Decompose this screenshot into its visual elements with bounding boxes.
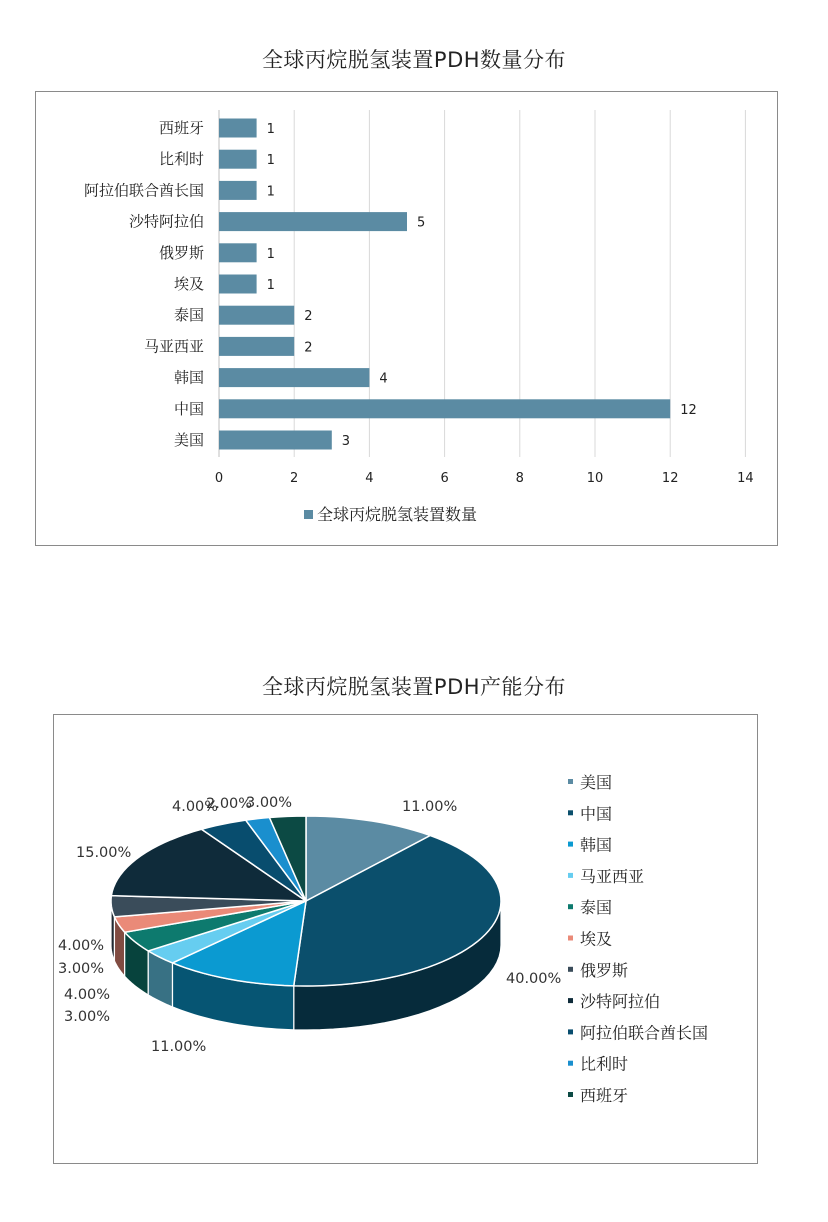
- legend-swatch: [568, 779, 573, 784]
- pie-value-label: 3.00%: [64, 1009, 111, 1025]
- legend-label: 俄罗斯: [580, 960, 629, 980]
- data-label: 1: [266, 122, 275, 137]
- bar: [219, 306, 294, 325]
- pie-value-label: 2.00%: [206, 796, 253, 812]
- pie-chart-frame: [53, 714, 758, 1164]
- legend-label: 沙特阿拉伯: [580, 992, 661, 1012]
- pie-chart-title: 全球丙烷脱氢装置PDH产能分布: [261, 675, 567, 699]
- data-label: 1: [266, 184, 275, 200]
- category-label: 泰国: [173, 306, 204, 325]
- x-tick-label: 12: [661, 471, 679, 486]
- x-tick-label: 4: [365, 471, 374, 486]
- legend-label: 埃及: [580, 929, 613, 949]
- data-label: 12: [680, 402, 697, 418]
- x-tick-label: 6: [440, 471, 449, 486]
- legend-swatch: [568, 936, 573, 941]
- bar: [219, 399, 670, 418]
- bar: [219, 431, 332, 450]
- bar: [219, 337, 294, 356]
- data-label: 1: [266, 153, 275, 169]
- x-tick-label: 2: [290, 471, 299, 486]
- legend-swatch: [568, 904, 573, 909]
- pie-legend: [568, 773, 708, 1105]
- legend-swatch: [568, 1029, 573, 1034]
- legend-label: 马亚西亚: [580, 866, 645, 886]
- bar: [219, 368, 369, 387]
- bar: [219, 275, 257, 294]
- category-label: 沙特阿拉伯: [128, 212, 204, 231]
- bar: [219, 243, 257, 262]
- legend-label: 韩国: [580, 835, 613, 855]
- legend-label: 美国: [580, 773, 613, 792]
- category-label: 比利时: [158, 150, 204, 169]
- pie-chart: [54, 715, 757, 1163]
- legend-swatch: [568, 842, 573, 847]
- category-label: 中国: [173, 399, 204, 418]
- data-label: 1: [266, 278, 275, 293]
- x-tick-label: 8: [515, 471, 524, 486]
- pie-value-label: 11.00%: [151, 1039, 207, 1055]
- legend-label: 阿拉伯联合酋长国: [580, 1023, 709, 1043]
- data-label: 4: [379, 371, 388, 387]
- category-label: 马亚西亚: [143, 337, 204, 356]
- pie-value-label: 3.00%: [246, 795, 293, 811]
- pie-value-label: 4.00%: [172, 799, 219, 815]
- bar-chart-title: 全球丙烷脱氢装置PDH数量分布: [261, 48, 567, 72]
- legend-swatch: [568, 1061, 573, 1066]
- bar: [219, 119, 257, 138]
- pie-value-label: 11.00%: [402, 799, 458, 815]
- legend-label: 泰国: [580, 898, 613, 918]
- category-label: 韩国: [173, 368, 204, 387]
- legend-label: 西班牙: [580, 1086, 629, 1105]
- x-tick-label: 0: [214, 471, 224, 486]
- bar: [219, 150, 257, 169]
- pie-value-label: 4.00%: [58, 938, 105, 954]
- legend-label: 全球丙烷脱氢装置数量: [317, 505, 478, 524]
- legend-swatch: [568, 967, 573, 972]
- category-label: 埃及: [173, 275, 204, 293]
- bar: [219, 212, 407, 231]
- data-label: 2: [304, 309, 313, 325]
- bar: [219, 181, 257, 200]
- data-label: 2: [304, 340, 313, 356]
- category-label: 阿拉伯联合酋长国: [83, 181, 204, 200]
- category-label: 美国: [173, 431, 204, 449]
- bar-chart-frame: [35, 91, 778, 546]
- legend-swatch: [568, 810, 573, 815]
- category-label: 俄罗斯: [158, 243, 204, 262]
- pie-value-label: 4.00%: [64, 987, 111, 1003]
- pie-value-label: 15.00%: [76, 845, 132, 861]
- pie-value-label: 40.00%: [506, 971, 562, 987]
- legend-swatch: [568, 1092, 573, 1097]
- data-label: 1: [266, 246, 275, 262]
- bar-chart: [36, 92, 777, 545]
- x-tick-label: 10: [586, 471, 604, 486]
- category-label: 西班牙: [158, 119, 204, 137]
- pie-value-label: 3.00%: [58, 961, 105, 977]
- legend-swatch: [568, 873, 573, 878]
- x-tick-label: 14: [737, 471, 754, 486]
- legend-swatch: [304, 510, 313, 519]
- legend-label: 比利时: [580, 1054, 629, 1074]
- legend-swatch: [568, 998, 573, 1003]
- data-label: 5: [417, 215, 426, 231]
- legend-label: 中国: [580, 804, 613, 824]
- pie-top: [111, 816, 501, 986]
- data-label: 3: [341, 434, 351, 449]
